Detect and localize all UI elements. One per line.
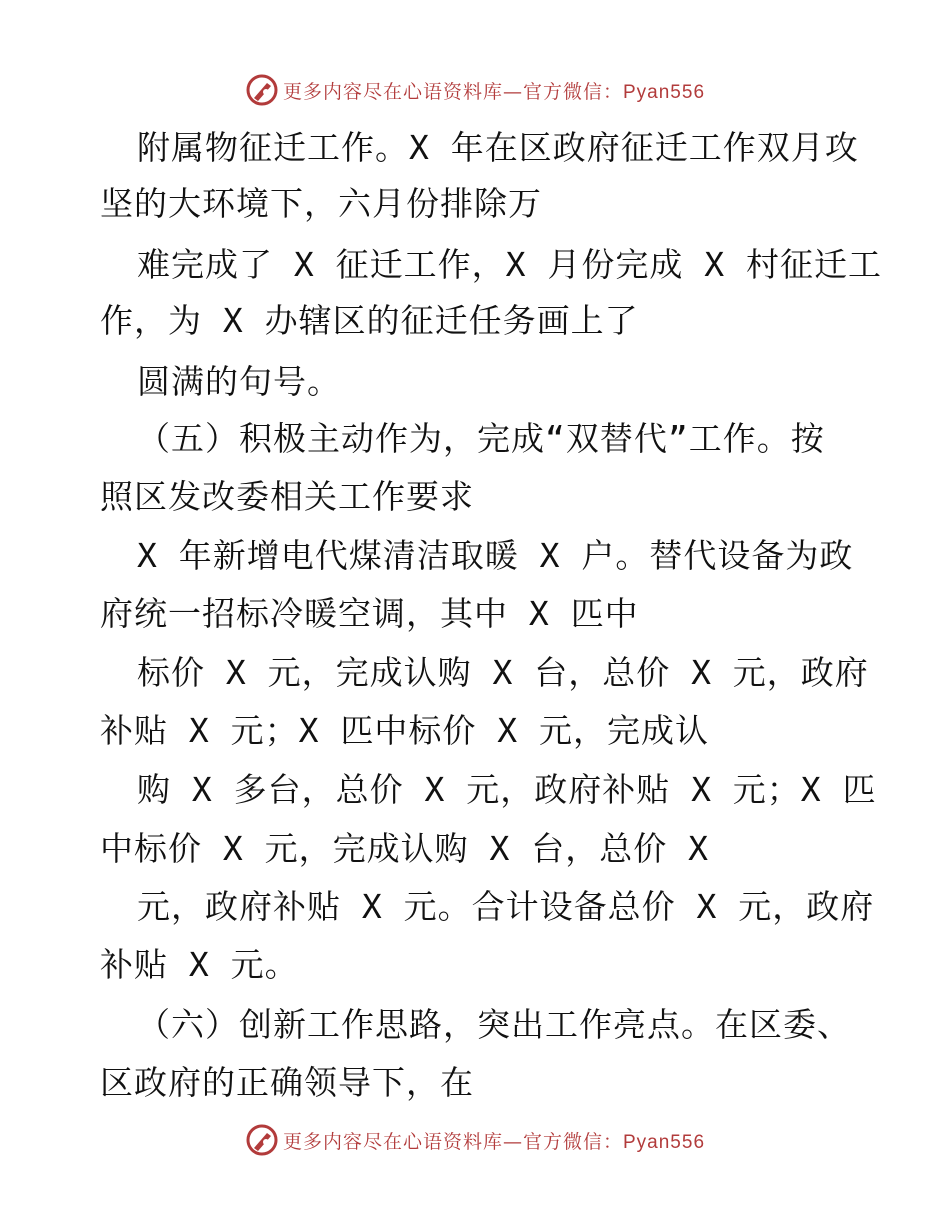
text-line: 圆满的句号。 [137,362,341,401]
text-line: 补贴 X 元；X 匹中标价 X 元，完成认 [100,711,709,750]
header-banner-text: 更多内容尽在心语资料库—官方微信：Pyan556 [282,80,706,103]
text-line: 补贴 X 元。 [100,945,299,984]
text-line: 购 X 多台，总价 X 元，政府补贴 X 元；X 匹 [137,770,877,809]
text-line: 照区发改委相关工作要求 [100,477,474,516]
header-banner [0,70,950,110]
text-line: 难完成了 X 征迁工作，X 月份完成 X 村征迁工 [137,245,882,284]
footer-banner-text: 更多内容尽在心语资料库—官方微信：Pyan556 [282,1130,706,1153]
text-line: （五）积极主动作为，完成“双替代”工作。按 [137,419,825,458]
text-line: 作，为 X 办辖区的征迁任务画上了 [100,301,639,340]
text-line: （六）创新工作思路，突出工作亮点。在区委、 [137,1005,851,1044]
text-line: X 年新增电代煤清洁取暖 X 户。替代设备为政 [137,536,854,575]
text-line: 中标价 X 元，完成认购 X 台，总价 X [100,829,709,868]
text-line: 标价 X 元，完成认购 X 台，总价 X 元，政府 [137,653,869,692]
footer-banner [0,1120,950,1160]
text-line: 区政府的正确领导下，在 [100,1063,474,1102]
pen-logo-icon [245,1123,279,1157]
text-line: 附属物征迁工作。X 年在区政府征迁工作双月攻 [137,128,859,167]
footer-wechat-id: Pyan556 [623,1131,706,1153]
text-line: 坚的大环境下，六月份排除万 [100,184,542,223]
text-line: 府统一招标冷暖空调，其中 X 匹中 [100,594,639,633]
pen-logo-icon [245,73,279,107]
text-line: 元，政府补贴 X 元。合计设备总价 X 元，政府 [137,887,875,926]
header-wechat-id: Pyan556 [623,81,706,103]
